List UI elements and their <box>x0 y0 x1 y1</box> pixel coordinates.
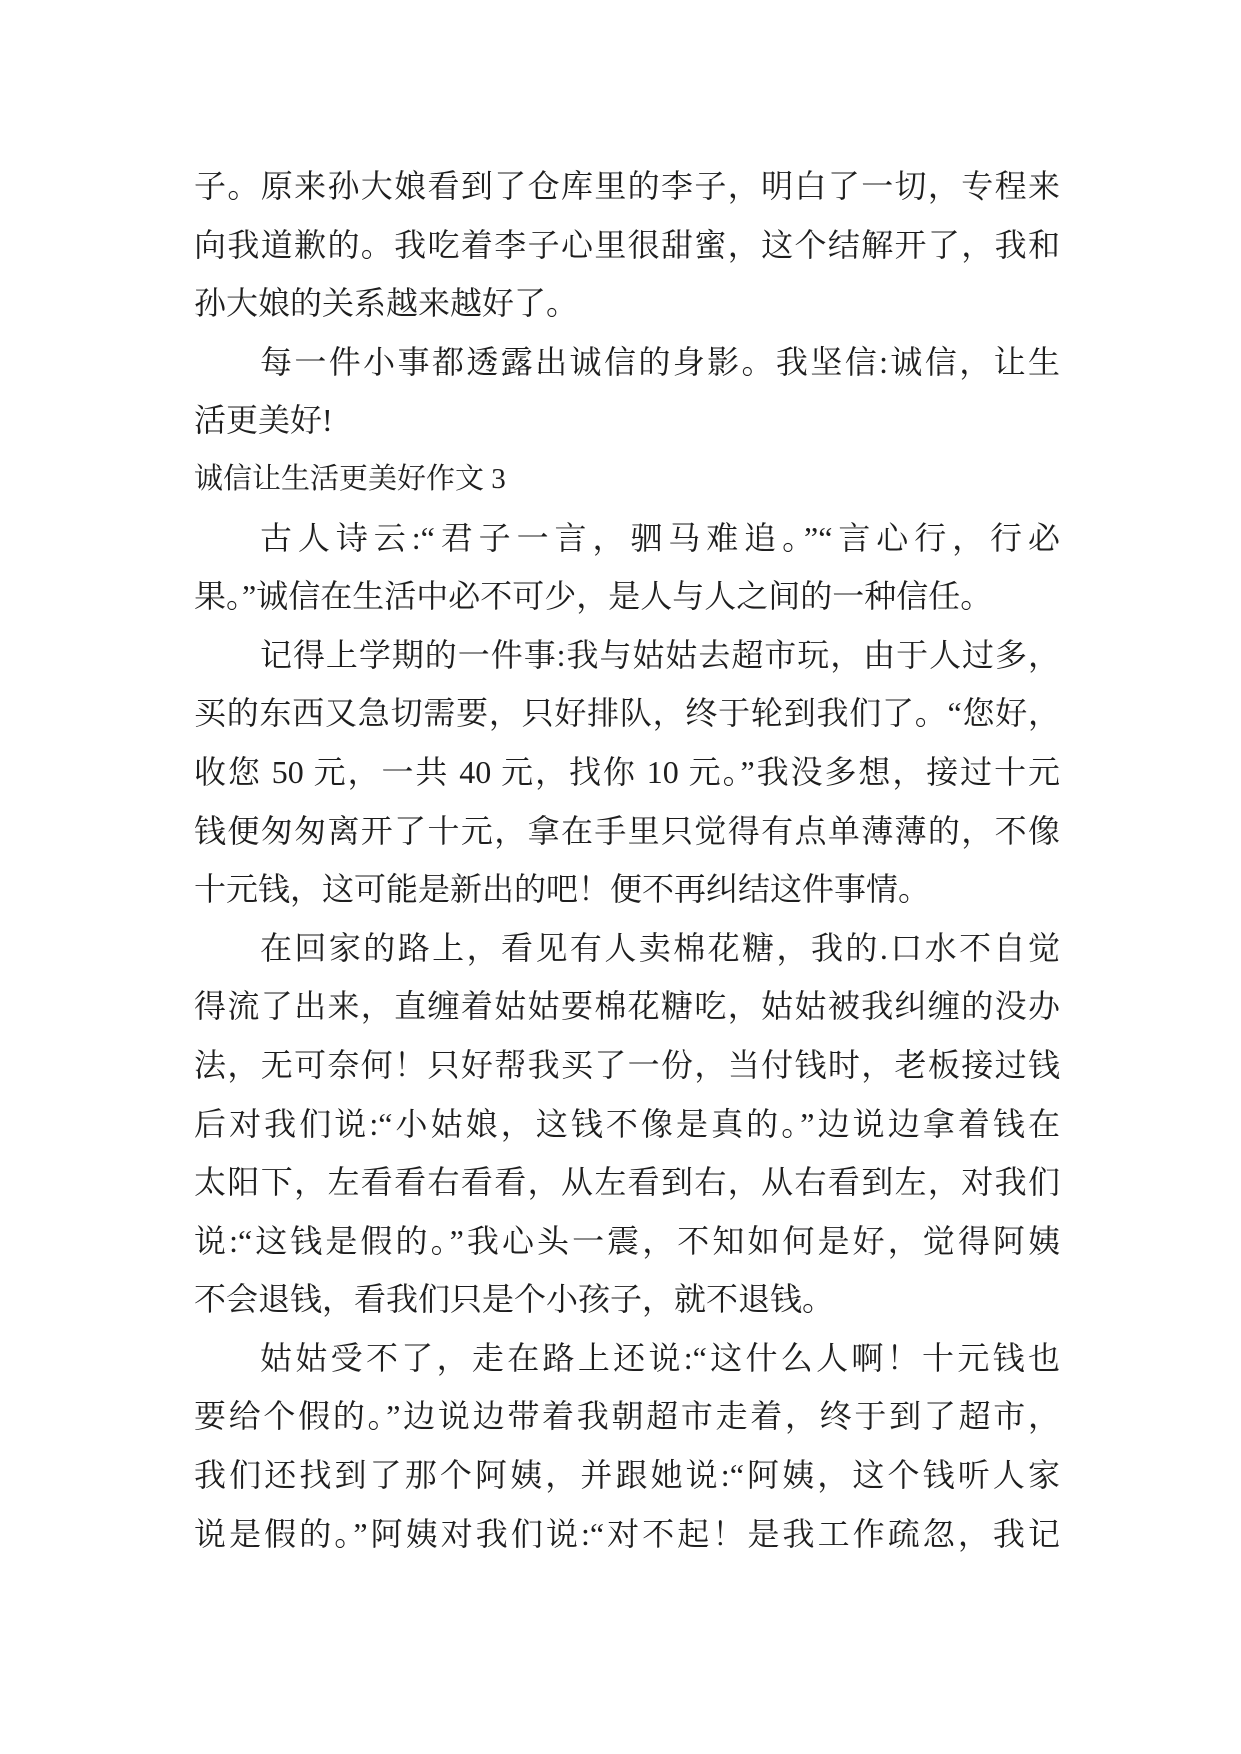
paragraph <box>194 509 1060 626</box>
text-line: 在回家的路上，看见有人卖棉花糖，我的.口水不自觉 <box>260 929 1060 966</box>
paragraph <box>194 157 1060 333</box>
text-line: 不会退钱，看我们只是个小孩子，就不退钱。 <box>194 1281 835 1318</box>
text-line: 向我道歉的。我吃着李子心里很甜蜜，这个结解开了，我和 <box>194 226 1060 263</box>
paragraph <box>194 1329 1060 1563</box>
text-line: 收您 50 元，一共 40 元，找你 10 元。”我没多想，接过十元 <box>194 753 1060 790</box>
text-line: 姑姑受不了，走在路上还说:“这什么人啊！十元钱也 <box>260 1339 1060 1376</box>
text-line: 后对我们说:“小姑娘，这钱不像是真的。”边说边拿着钱在 <box>194 1105 1060 1142</box>
text-line: 孙大娘的关系越来越好了。 <box>194 285 579 322</box>
text-line: 每一件小事都透露出诚信的身影。我坚信:诚信，让生 <box>260 343 1060 380</box>
text-line: 法，无可奈何！只好帮我买了一份，当付钱时，老板接过钱 <box>194 1046 1060 1083</box>
text-line: 得流了出来，直缠着姑姑要棉花糖吃，姑姑被我纠缠的没办 <box>194 988 1060 1025</box>
text-line: 古人诗云:“君子一言，驷马难追。”“言心行，行必 <box>260 519 1060 556</box>
document-body <box>194 157 1060 1563</box>
text-line: 说:“这钱是假的。”我心头一震，不知如何是好，觉得阿姨 <box>194 1222 1060 1259</box>
paragraph <box>194 626 1060 919</box>
text-line: 子。原来孙大娘看到了仓库里的李子，明白了一切，专程来 <box>194 168 1060 204</box>
text-line: 活更美好! <box>194 402 333 439</box>
text-line: 十元钱，这可能是新出的吧！便不再纠结这件事情。 <box>194 871 931 908</box>
text-line: 要给个假的。”边说边带着我朝超市走着，终于到了超市， <box>194 1398 1060 1435</box>
text-line: 太阳下，左看看右看看，从左看到右，从右看到左，对我们 <box>194 1164 1060 1201</box>
text-line: 买的东西又急切需要，只好排队，终于轮到我们了。“您好， <box>194 695 1060 732</box>
text-line: 我们还找到了那个阿姨，并跟她说:“阿姨，这个钱听人家 <box>194 1457 1060 1494</box>
essay-heading: 诚信让生活更美好作文 3 <box>194 462 506 495</box>
text-line: 钱便匆匆离开了十元，拿在手里只觉得有点单薄薄的，不像 <box>194 812 1060 849</box>
paragraph <box>194 333 1060 450</box>
text-line: 果。”诚信在生活中必不可少，是人与人之间的一种信任。 <box>194 578 993 615</box>
paragraph <box>194 919 1060 1329</box>
text-line: 说是假的。”阿姨对我们说:“对不起！是我工作疏忽，我记 <box>194 1515 1060 1552</box>
text-line: 记得上学期的一件事:我与姑姑去超市玩，由于人过多， <box>260 636 1060 673</box>
